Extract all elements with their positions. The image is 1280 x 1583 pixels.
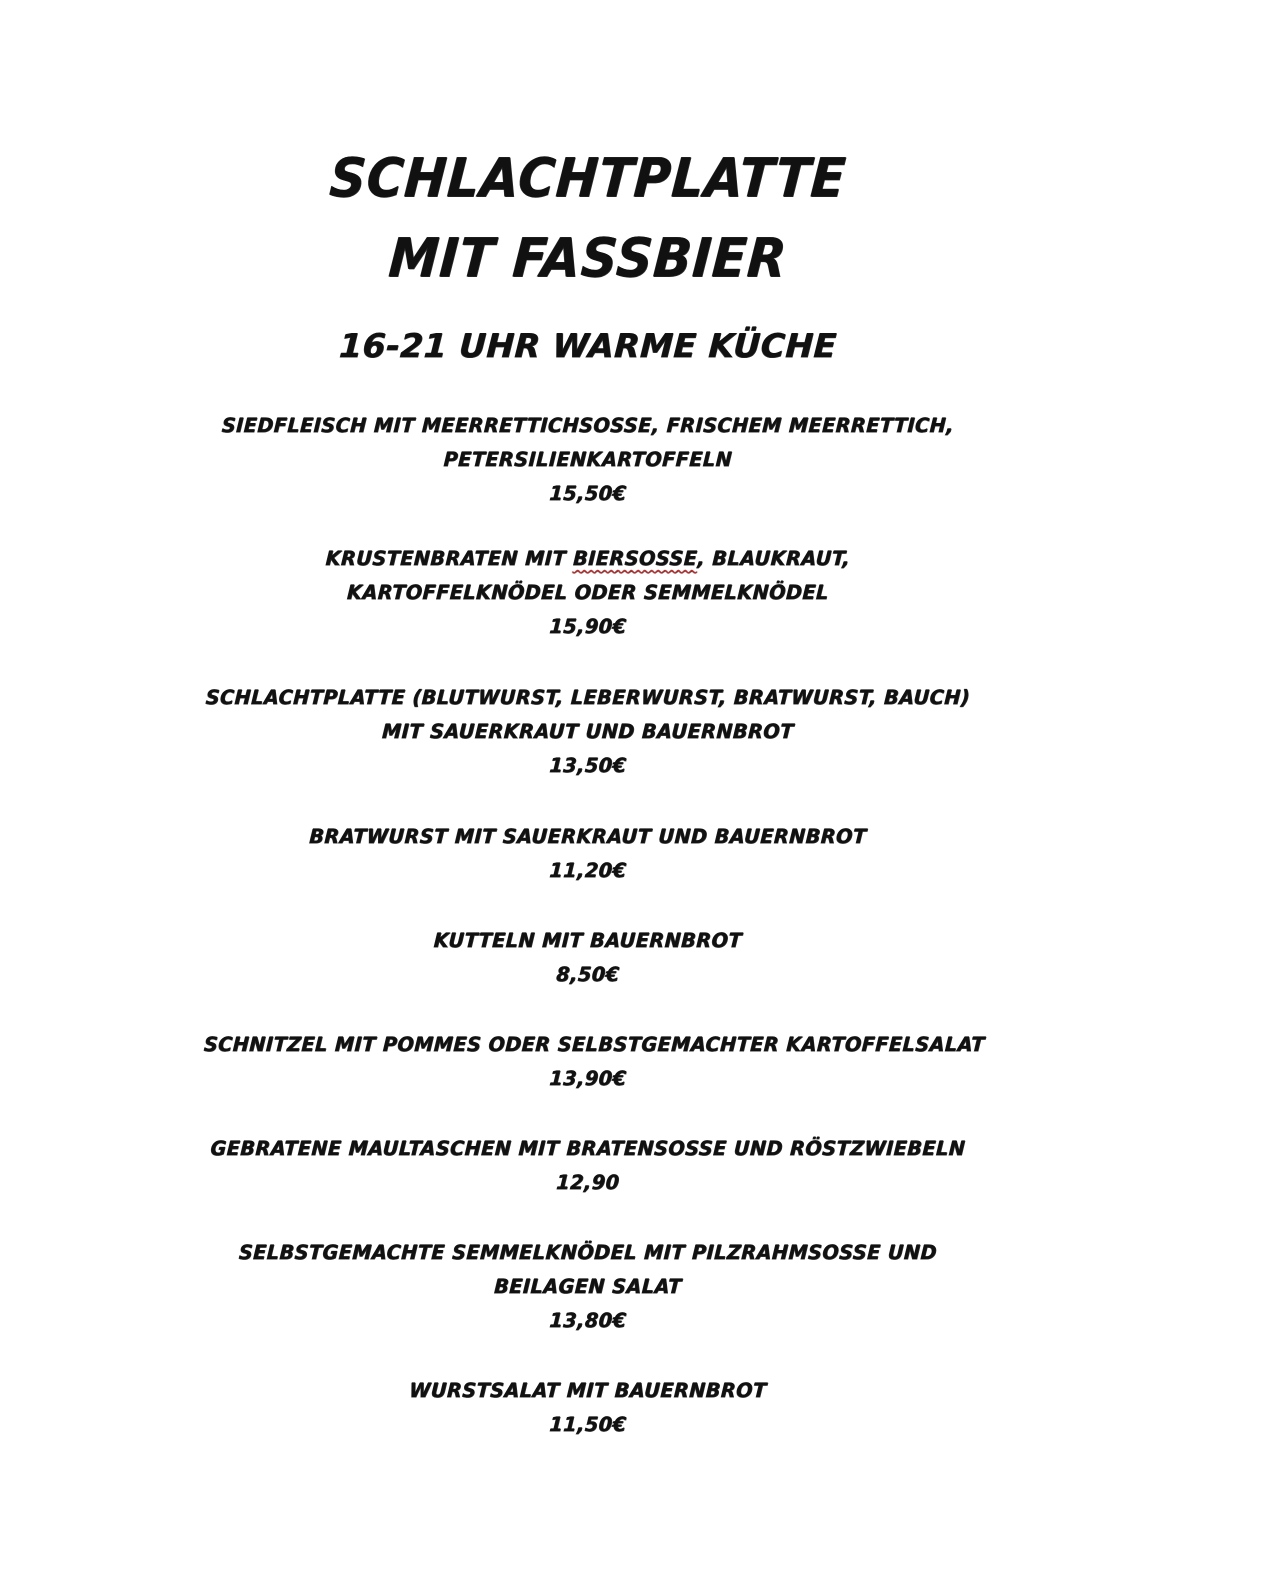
menu-title-line-2: MIT FASSBIER bbox=[386, 226, 790, 290]
menu-item-price: 8,50€ bbox=[555, 962, 621, 986]
menu-item-schnitzel bbox=[188, 1027, 988, 1095]
menu-item-description: GEBRATENE MAULTASCHEN MIT BRATENSOSSE UND RÖSTZWIEBELN bbox=[209, 1136, 967, 1160]
menu-item-description bbox=[203, 541, 973, 575]
menu-item-description: MIT SAUERKRAUT UND BAUERNBROT bbox=[381, 719, 795, 743]
menu-item-price: 13,80€ bbox=[548, 1308, 628, 1332]
menu-item-description: BRATWURST MIT SAUERKRAUT UND BAUERNBROT bbox=[308, 824, 868, 848]
menu-item-description: PETERSILIENKARTOFFELN bbox=[443, 447, 733, 471]
spellcheck-marked-word: BIERSOSSE bbox=[572, 546, 699, 570]
menu-item-price: 15,50€ bbox=[548, 481, 628, 505]
menu-item-price: 11,20€ bbox=[548, 858, 628, 882]
menu-item-maultaschen bbox=[188, 1131, 988, 1199]
menu-item-wurstsalat bbox=[188, 1373, 988, 1441]
menu-item-price: 12,90 bbox=[555, 1170, 621, 1194]
menu-item-semmelknoedel bbox=[188, 1235, 988, 1337]
menu-item-price: 11,50€ bbox=[548, 1412, 628, 1436]
menu-item-siedfleisch bbox=[188, 408, 988, 510]
menu-item-description: BEILAGEN SALAT bbox=[493, 1274, 683, 1298]
menu-item-description: SCHNITZEL MIT POMMES ODER SELBSTGEMACHTER KARTOFFELSALAT bbox=[203, 1032, 986, 1056]
menu-item-krustenbraten bbox=[188, 541, 988, 643]
description-text: KRUSTENBRATEN MIT bbox=[325, 546, 574, 570]
menu-item-description: SELBSTGEMACHTE SEMMELKNÖDEL MIT PILZRAHMSOSSE UND bbox=[238, 1240, 938, 1264]
menu-item-bratwurst bbox=[188, 819, 988, 887]
description-text: , BLAUKRAUT, bbox=[696, 546, 851, 570]
menu-item-description: SIEDFLEISCH MIT MEERRETTICHSOSSE, FRISCHEM MEERRETTICH, bbox=[221, 413, 955, 437]
kitchen-hours-subtitle: 16-21 UHR WARME KÜCHE bbox=[338, 326, 838, 365]
menu-item-price: 13,50€ bbox=[548, 753, 628, 777]
menu-item-description: KARTOFFELKNÖDEL ODER SEMMELKNÖDEL bbox=[346, 580, 830, 604]
menu-item-kutteln bbox=[188, 923, 988, 991]
menu-item-description: SCHLACHTPLATTE (BLUTWURST, LEBERWURST, BRATWURST, BAUCH) bbox=[205, 685, 971, 709]
menu-item-description: WURSTSALAT MIT BAUERNBROT bbox=[408, 1378, 768, 1402]
menu-item-price: 15,90€ bbox=[548, 614, 628, 638]
menu-item-price: 13,90€ bbox=[548, 1066, 628, 1090]
menu-title-line-1: SCHLACHTPLATTE bbox=[327, 146, 849, 210]
menu-item-schlachtplatte bbox=[188, 680, 988, 782]
menu-item-description: KUTTELN MIT BAUERNBROT bbox=[433, 928, 743, 952]
